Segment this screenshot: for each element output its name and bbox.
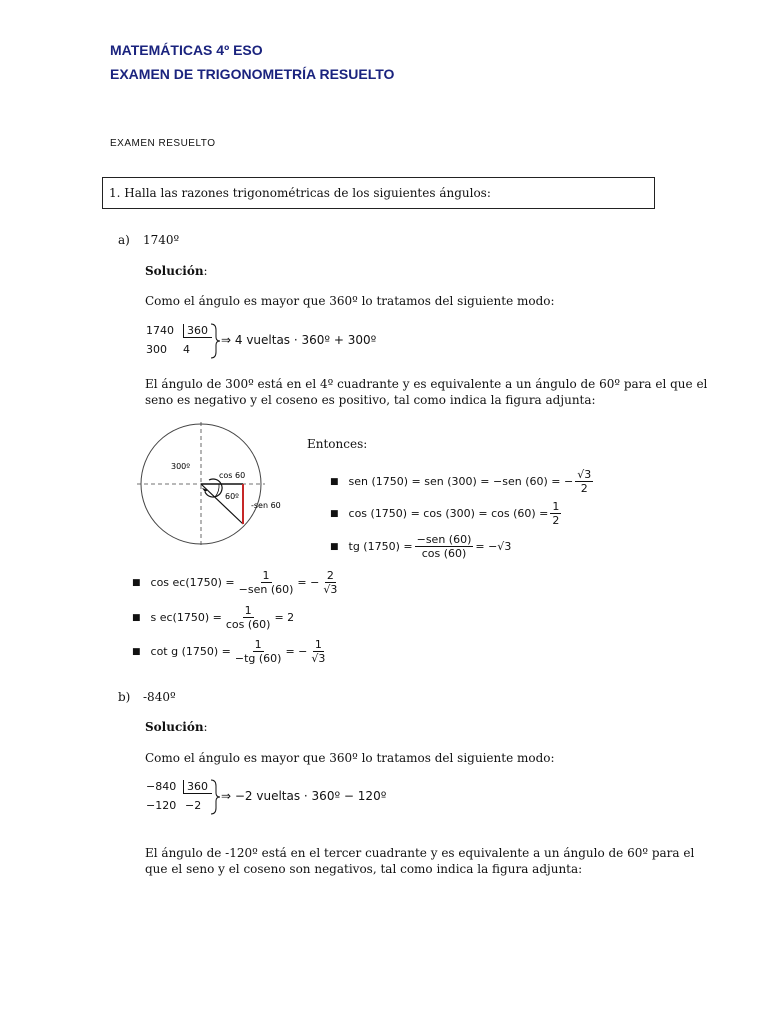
- unit-circle-figure: [135, 420, 295, 550]
- figure-sen-label: -sen 60: [251, 501, 281, 510]
- subtitle: EXAMEN RESUELTO: [110, 138, 216, 149]
- divisor: 360: [183, 780, 212, 794]
- division-a: [145, 322, 385, 360]
- question-text: 1. Halla las razones trigonométricas de los siguientes ángulos:: [109, 186, 491, 200]
- header-line1: MATEMÁTICAS 4º ESO: [110, 42, 263, 58]
- explain-a-2: seno es negativo y el coseno es positivo, tal como indica la figura adjunta:: [145, 393, 596, 407]
- divisor: 360: [183, 324, 212, 338]
- figure-angle-label: 300º: [171, 462, 191, 471]
- part-b-solucion: Solución:: [145, 720, 208, 734]
- formula-cotg: ■ cot g (1750) = $\frac{1}{-tg (60)}$ = − $\frac{1}{√3}$: [132, 638, 326, 665]
- formula-sen: ■ sen (1750) = sen (300) = −sen (60) = − $\frac{√3}{2}$: [330, 468, 592, 495]
- dividend: −840: [146, 780, 177, 793]
- quotient: 4: [183, 343, 190, 356]
- division-b: [145, 778, 405, 816]
- division-result: ⇒ −2 vueltas · 360º − 120º: [221, 789, 387, 803]
- division-result: ⇒ 4 vueltas · 360º + 300º: [221, 333, 377, 347]
- part-a-angle: 1740º: [143, 233, 180, 247]
- part-b-angle: -840º: [143, 690, 176, 704]
- remainder: −120: [146, 799, 177, 812]
- figure-cos-label: cos 60: [219, 471, 246, 480]
- formula-tg: ■ tg (1750) = $\frac{\text{−sen (60)}}{\cos (60)}$ = −√3: [330, 533, 512, 560]
- explain-b-2: que el seno y el coseno son negativos, tal como indica la figura adjunta:: [145, 862, 583, 876]
- figure-inner-angle: 60º: [225, 492, 239, 501]
- formula-sec: ■ s ec(1750) = $\frac{1}{\cos (60)}$ = 2: [132, 604, 295, 631]
- remainder: 300: [146, 343, 167, 356]
- formula-cos: ■ cos (1750) = cos (300) = cos (60) = $\frac{1}{2}$: [330, 500, 560, 527]
- dividend: 1740: [146, 324, 174, 337]
- entonces: Entonces:: [307, 437, 368, 451]
- explain-b-1: El ángulo de -120º está en el tercer cuadrante y es equivalente a un ángulo de 60º para el: [145, 846, 695, 860]
- brace-icon: [209, 778, 221, 816]
- quotient: −2: [185, 799, 202, 812]
- explain-a-1: El ángulo de 300º está en el 4º cuadrante y es equivalente a un ángulo de 60º para el que el: [145, 377, 708, 391]
- part-a-solucion: Solución:: [145, 264, 208, 278]
- part-a-label: a): [118, 233, 130, 247]
- part-b-label: b): [118, 690, 131, 704]
- header-line2: EXAMEN DE TRIGONOMETRÍA RESUELTO: [110, 66, 395, 82]
- part-a-intro: Como el ángulo es mayor que 360º lo tratamos del siguiente modo:: [145, 294, 555, 308]
- question-box: [102, 177, 655, 209]
- formula-cosec: ■ cos ec(1750) = $\frac{1}{\text{−sen (60)}}$ = − $\frac{2}{√3}$: [132, 569, 338, 596]
- brace-icon: [209, 322, 221, 360]
- part-b-intro: Como el ángulo es mayor que 360º lo tratamos del siguiente modo:: [145, 751, 555, 765]
